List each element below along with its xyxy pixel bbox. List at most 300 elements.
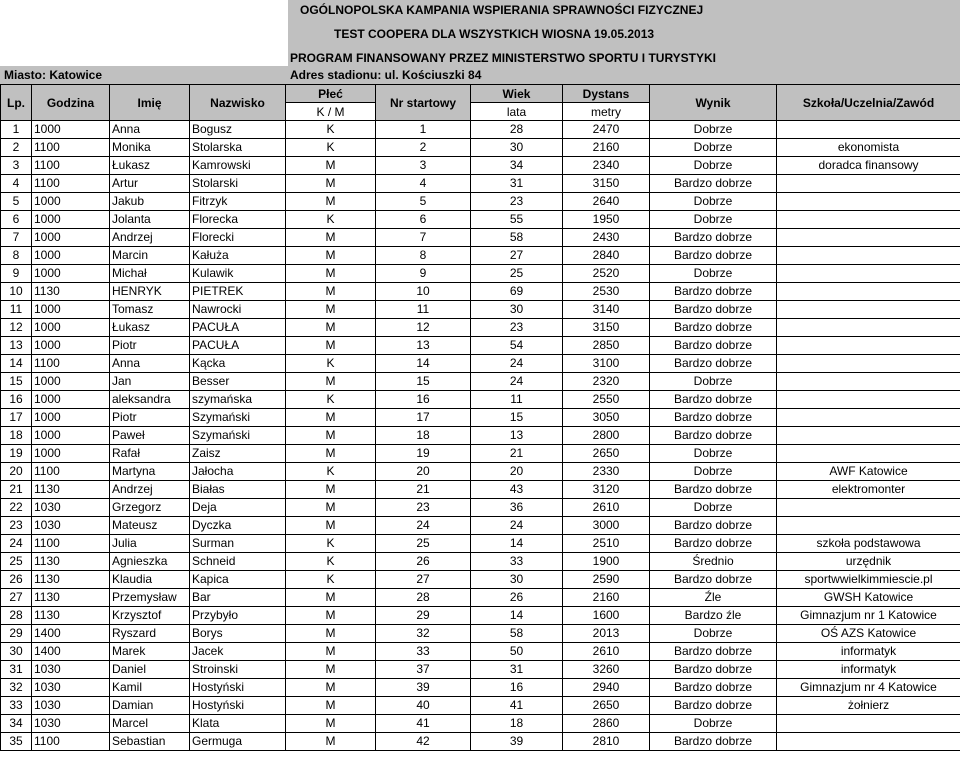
cell-last-name: Przybyło — [190, 607, 286, 625]
table-row — [1, 607, 960, 625]
cell-last-name: Dyczka — [190, 517, 286, 535]
cell-school — [777, 355, 960, 373]
cell-sex: K — [286, 535, 376, 553]
table-row — [1, 445, 960, 463]
cell-result: Bardzo dobrze — [650, 409, 777, 427]
cell-hour: 1000 — [32, 193, 110, 211]
cell-lp: 20 — [1, 463, 32, 481]
cell-result: Bardzo dobrze — [650, 319, 777, 337]
cell-start-number: 14 — [376, 355, 471, 373]
cell-hour: 1030 — [32, 499, 110, 517]
cell-start-number: 21 — [376, 481, 471, 499]
cell-school — [777, 175, 960, 193]
cell-last-name: Nawrocki — [190, 301, 286, 319]
cell-school: OŚ AZS Katowice — [777, 625, 960, 643]
cell-lp: 28 — [1, 607, 32, 625]
cell-start-number: 1 — [376, 121, 471, 139]
cell-hour: 1130 — [32, 481, 110, 499]
cell-school — [777, 391, 960, 409]
cell-last-name: Kamrowski — [190, 157, 286, 175]
cell-first-name: Sebastian — [110, 733, 190, 751]
col-hour: Godzina — [32, 85, 110, 121]
cell-last-name: Kącka — [190, 355, 286, 373]
cell-start-number: 2 — [376, 139, 471, 157]
cell-result: Bardzo dobrze — [650, 283, 777, 301]
cell-distance: 1900 — [563, 553, 650, 571]
cell-start-number: 5 — [376, 193, 471, 211]
cell-last-name: Besser — [190, 373, 286, 391]
cell-first-name: Tomasz — [110, 301, 190, 319]
cell-distance: 2530 — [563, 283, 650, 301]
cell-sex: M — [286, 499, 376, 517]
cell-start-number: 15 — [376, 373, 471, 391]
cell-first-name: Artur — [110, 175, 190, 193]
campaign-title: OGÓLNOPOLSKA KAMPANIA WSPIERANIA SPRAWNOŚCI FIZYCZNEJ — [300, 3, 704, 17]
cell-distance: 2640 — [563, 193, 650, 211]
cell-age: 15 — [471, 409, 563, 427]
cell-age: 30 — [471, 139, 563, 157]
cell-school: doradca finansowy — [777, 157, 960, 175]
cell-hour: 1400 — [32, 625, 110, 643]
cell-distance: 2590 — [563, 571, 650, 589]
cell-result: Bardzo dobrze — [650, 679, 777, 697]
cell-lp: 11 — [1, 301, 32, 319]
cell-last-name: szymańska — [190, 391, 286, 409]
cell-lp: 33 — [1, 697, 32, 715]
cell-lp: 17 — [1, 409, 32, 427]
cell-distance: 2800 — [563, 427, 650, 445]
cell-age: 54 — [471, 337, 563, 355]
cell-result: Bardzo dobrze — [650, 247, 777, 265]
cell-first-name: Michał — [110, 265, 190, 283]
cell-hour: 1030 — [32, 715, 110, 733]
cell-hour: 1000 — [32, 319, 110, 337]
cell-first-name: Jakub — [110, 193, 190, 211]
cell-start-number: 20 — [376, 463, 471, 481]
cell-hour: 1100 — [32, 157, 110, 175]
cell-age: 43 — [471, 481, 563, 499]
cell-distance: 2340 — [563, 157, 650, 175]
cell-age: 25 — [471, 265, 563, 283]
cell-age: 13 — [471, 427, 563, 445]
cell-age: 16 — [471, 679, 563, 697]
cell-hour: 1030 — [32, 697, 110, 715]
cell-distance: 3120 — [563, 481, 650, 499]
cell-distance: 2320 — [563, 373, 650, 391]
col-first-name: Imię — [110, 85, 190, 121]
cell-age: 33 — [471, 553, 563, 571]
cell-start-number: 10 — [376, 283, 471, 301]
cell-hour: 1000 — [32, 211, 110, 229]
col-sex-unit: K / M — [286, 103, 376, 121]
cell-last-name: Szymański — [190, 409, 286, 427]
cell-result: Średnio — [650, 553, 777, 571]
cell-start-number: 9 — [376, 265, 471, 283]
cell-distance: 2610 — [563, 643, 650, 661]
cell-age: 23 — [471, 319, 563, 337]
table-row — [1, 139, 960, 157]
table-row — [1, 625, 960, 643]
cell-start-number: 13 — [376, 337, 471, 355]
cell-age: 69 — [471, 283, 563, 301]
cell-first-name: Anna — [110, 121, 190, 139]
cell-school — [777, 337, 960, 355]
cell-hour: 1000 — [32, 121, 110, 139]
cell-first-name: Ryszard — [110, 625, 190, 643]
cell-sex: M — [286, 625, 376, 643]
cell-start-number: 23 — [376, 499, 471, 517]
cell-sex: M — [286, 481, 376, 499]
col-start-number: Nr startowy — [376, 85, 471, 121]
cell-sex: M — [286, 445, 376, 463]
cell-lp: 7 — [1, 229, 32, 247]
cell-start-number: 19 — [376, 445, 471, 463]
cell-sex: M — [286, 697, 376, 715]
cell-distance: 2550 — [563, 391, 650, 409]
cell-sex: M — [286, 283, 376, 301]
cell-lp: 3 — [1, 157, 32, 175]
cell-distance: 3150 — [563, 175, 650, 193]
cell-distance: 1600 — [563, 607, 650, 625]
table-row — [1, 409, 960, 427]
cell-sex: K — [286, 139, 376, 157]
table-row — [1, 463, 960, 481]
cell-first-name: Grzegorz — [110, 499, 190, 517]
cell-first-name: Martyna — [110, 463, 190, 481]
table-row — [1, 427, 960, 445]
table-row — [1, 337, 960, 355]
col-age-unit: lata — [471, 103, 563, 121]
col-school: Szkoła/Uczelnia/Zawód — [777, 85, 960, 121]
table-row — [1, 679, 960, 697]
cell-distance: 2840 — [563, 247, 650, 265]
cell-lp: 15 — [1, 373, 32, 391]
cell-sex: K — [286, 211, 376, 229]
cell-last-name: Florecka — [190, 211, 286, 229]
cell-start-number: 11 — [376, 301, 471, 319]
cell-first-name: Anna — [110, 355, 190, 373]
table-row — [1, 733, 960, 751]
cell-lp: 22 — [1, 499, 32, 517]
cell-result: Źle — [650, 589, 777, 607]
cell-hour: 1400 — [32, 643, 110, 661]
cell-last-name: Deja — [190, 499, 286, 517]
cell-first-name: Jolanta — [110, 211, 190, 229]
cell-distance: 3260 — [563, 661, 650, 679]
cell-first-name: aleksandra — [110, 391, 190, 409]
table-row — [1, 211, 960, 229]
cell-school — [777, 427, 960, 445]
cell-age: 26 — [471, 589, 563, 607]
col-sex: Płeć — [286, 85, 376, 103]
cell-school — [777, 121, 960, 139]
cell-sex: M — [286, 661, 376, 679]
table-row — [1, 373, 960, 391]
cell-distance: 3050 — [563, 409, 650, 427]
cell-lp: 16 — [1, 391, 32, 409]
cell-hour: 1100 — [32, 463, 110, 481]
cell-sex: M — [286, 265, 376, 283]
cell-school — [777, 715, 960, 733]
cell-last-name: Kałuża — [190, 247, 286, 265]
cell-lp: 35 — [1, 733, 32, 751]
cell-start-number: 25 — [376, 535, 471, 553]
col-distance-unit: metry — [563, 103, 650, 121]
cell-school — [777, 211, 960, 229]
cell-hour: 1130 — [32, 283, 110, 301]
cell-first-name: Klaudia — [110, 571, 190, 589]
cell-start-number: 40 — [376, 697, 471, 715]
cell-last-name: Borys — [190, 625, 286, 643]
cell-age: 55 — [471, 211, 563, 229]
cell-start-number: 29 — [376, 607, 471, 625]
cell-hour: 1000 — [32, 409, 110, 427]
cell-start-number: 12 — [376, 319, 471, 337]
table-row — [1, 589, 960, 607]
table-row — [1, 499, 960, 517]
cell-school: ekonomista — [777, 139, 960, 157]
cell-distance: 2850 — [563, 337, 650, 355]
cell-result: Dobrze — [650, 715, 777, 733]
cell-result: Dobrze — [650, 445, 777, 463]
cell-first-name: Łukasz — [110, 319, 190, 337]
col-result: Wynik — [650, 85, 777, 121]
cell-result: Dobrze — [650, 265, 777, 283]
cell-sex: M — [286, 373, 376, 391]
cell-start-number: 41 — [376, 715, 471, 733]
cell-sex: M — [286, 193, 376, 211]
results-table — [0, 84, 960, 751]
table-row — [1, 697, 960, 715]
cell-lp: 14 — [1, 355, 32, 373]
cell-last-name: Bogusz — [190, 121, 286, 139]
col-lp: Lp. — [1, 85, 32, 121]
cell-result: Dobrze — [650, 373, 777, 391]
cell-lp: 13 — [1, 337, 32, 355]
cell-hour: 1130 — [32, 571, 110, 589]
cell-result: Bardzo dobrze — [650, 697, 777, 715]
cell-start-number: 32 — [376, 625, 471, 643]
cell-school — [777, 247, 960, 265]
cell-last-name: Jacek — [190, 643, 286, 661]
cell-hour: 1000 — [32, 391, 110, 409]
test-title: TEST COOPERA DLA WSZYSTKICH WIOSNA 19.05.2013 — [334, 27, 655, 41]
table-row — [1, 661, 960, 679]
cell-start-number: 37 — [376, 661, 471, 679]
cell-school — [777, 229, 960, 247]
cell-sex: K — [286, 121, 376, 139]
cell-result: Dobrze — [650, 625, 777, 643]
col-distance: Dystans — [563, 85, 650, 103]
cell-last-name: Jałocha — [190, 463, 286, 481]
cell-result: Bardzo dobrze — [650, 355, 777, 373]
cell-sex: K — [286, 391, 376, 409]
cell-last-name: Kapica — [190, 571, 286, 589]
cell-lp: 23 — [1, 517, 32, 535]
cell-hour: 1100 — [32, 733, 110, 751]
cell-first-name: Paweł — [110, 427, 190, 445]
cell-first-name: Krzysztof — [110, 607, 190, 625]
cell-age: 34 — [471, 157, 563, 175]
cell-school — [777, 319, 960, 337]
cell-result: Dobrze — [650, 211, 777, 229]
cell-result: Bardzo dobrze — [650, 391, 777, 409]
stadium-address: Adres stadionu: ul. Kościuszki 84 — [290, 68, 482, 82]
cell-result: Bardzo dobrze — [650, 733, 777, 751]
cell-first-name: HENRYK — [110, 283, 190, 301]
table-row — [1, 391, 960, 409]
cell-hour: 1130 — [32, 589, 110, 607]
cell-first-name: Andrzej — [110, 229, 190, 247]
cell-hour: 1000 — [32, 247, 110, 265]
cell-age: 24 — [471, 355, 563, 373]
cell-last-name: PACUŁA — [190, 319, 286, 337]
cell-result: Bardzo dobrze — [650, 427, 777, 445]
cell-result: Bardzo dobrze — [650, 301, 777, 319]
cell-age: 30 — [471, 571, 563, 589]
cell-age: 41 — [471, 697, 563, 715]
cell-lp: 4 — [1, 175, 32, 193]
cell-school — [777, 193, 960, 211]
cell-lp: 24 — [1, 535, 32, 553]
cell-school — [777, 499, 960, 517]
table-row — [1, 355, 960, 373]
cell-first-name: Marek — [110, 643, 190, 661]
table-row — [1, 247, 960, 265]
cell-school: informatyk — [777, 643, 960, 661]
cell-sex: K — [286, 463, 376, 481]
cell-age: 58 — [471, 625, 563, 643]
cell-sex: M — [286, 679, 376, 697]
cell-hour: 1030 — [32, 679, 110, 697]
cell-lp: 1 — [1, 121, 32, 139]
cell-hour: 1000 — [32, 265, 110, 283]
cell-age: 39 — [471, 733, 563, 751]
cell-school — [777, 445, 960, 463]
cell-last-name: Germuga — [190, 733, 286, 751]
cell-last-name: Surman — [190, 535, 286, 553]
cell-sex: M — [286, 301, 376, 319]
cell-lp: 9 — [1, 265, 32, 283]
cell-last-name: Schneid — [190, 553, 286, 571]
cell-school: sportwwielkimmiescie.pl — [777, 571, 960, 589]
table-row — [1, 229, 960, 247]
cell-distance: 3140 — [563, 301, 650, 319]
table-row — [1, 715, 960, 733]
col-last-name: Nazwisko — [190, 85, 286, 121]
cell-distance: 2160 — [563, 139, 650, 157]
table-row — [1, 193, 960, 211]
cell-first-name: Daniel — [110, 661, 190, 679]
cell-school: elektromonter — [777, 481, 960, 499]
cell-school — [777, 283, 960, 301]
cell-first-name: Monika — [110, 139, 190, 157]
cell-last-name: Florecki — [190, 229, 286, 247]
cell-first-name: Jan — [110, 373, 190, 391]
cell-sex: K — [286, 355, 376, 373]
cell-sex: M — [286, 157, 376, 175]
city-label: Miasto: Katowice — [4, 68, 103, 82]
cell-school: informatyk — [777, 661, 960, 679]
cell-start-number: 3 — [376, 157, 471, 175]
cell-first-name: Agnieszka — [110, 553, 190, 571]
header-row — [1, 85, 960, 103]
cell-last-name: Bar — [190, 589, 286, 607]
cell-school: Gimnazjum nr 4 Katowice — [777, 679, 960, 697]
cell-distance: 3100 — [563, 355, 650, 373]
cell-start-number: 24 — [376, 517, 471, 535]
cell-hour: 1030 — [32, 661, 110, 679]
cell-hour: 1000 — [32, 445, 110, 463]
cell-hour: 1000 — [32, 427, 110, 445]
cell-hour: 1130 — [32, 607, 110, 625]
cell-lp: 30 — [1, 643, 32, 661]
cell-sex: M — [286, 589, 376, 607]
cell-hour: 1030 — [32, 517, 110, 535]
cell-age: 36 — [471, 499, 563, 517]
cell-lp: 12 — [1, 319, 32, 337]
cell-sex: M — [286, 733, 376, 751]
cell-age: 24 — [471, 517, 563, 535]
cell-last-name: Hostyński — [190, 697, 286, 715]
cell-sex: M — [286, 319, 376, 337]
cell-school — [777, 301, 960, 319]
cell-first-name: Andrzej — [110, 481, 190, 499]
cell-distance: 2013 — [563, 625, 650, 643]
cell-start-number: 16 — [376, 391, 471, 409]
table-row — [1, 553, 960, 571]
table-row — [1, 175, 960, 193]
cell-result: Dobrze — [650, 193, 777, 211]
cell-distance: 2810 — [563, 733, 650, 751]
cell-lp: 5 — [1, 193, 32, 211]
cell-age: 24 — [471, 373, 563, 391]
cell-result: Bardzo dobrze — [650, 175, 777, 193]
cell-start-number: 39 — [376, 679, 471, 697]
cell-lp: 31 — [1, 661, 32, 679]
cell-last-name: Szymański — [190, 427, 286, 445]
cell-age: 28 — [471, 121, 563, 139]
cell-lp: 26 — [1, 571, 32, 589]
cell-sex: M — [286, 175, 376, 193]
cell-distance: 2610 — [563, 499, 650, 517]
funding-note: PROGRAM FINANSOWANY PRZEZ MINISTERSTWO SPORTU I TURYSTYKI — [290, 51, 717, 65]
cell-result: Bardzo dobrze — [650, 535, 777, 553]
cell-school: AWF Katowice — [777, 463, 960, 481]
cell-start-number: 17 — [376, 409, 471, 427]
table-row — [1, 157, 960, 175]
cell-result: Bardzo dobrze — [650, 661, 777, 679]
table-row — [1, 283, 960, 301]
cell-distance: 2470 — [563, 121, 650, 139]
cell-distance: 2330 — [563, 463, 650, 481]
cell-school — [777, 265, 960, 283]
cell-start-number: 4 — [376, 175, 471, 193]
cell-sex: M — [286, 427, 376, 445]
cell-sex: K — [286, 571, 376, 589]
cell-distance: 3150 — [563, 319, 650, 337]
cell-distance: 2650 — [563, 445, 650, 463]
col-age: Wiek — [471, 85, 563, 103]
cell-sex: M — [286, 607, 376, 625]
cell-age: 31 — [471, 661, 563, 679]
cell-sex: M — [286, 409, 376, 427]
cell-lp: 21 — [1, 481, 32, 499]
cell-lp: 18 — [1, 427, 32, 445]
table-row — [1, 265, 960, 283]
cell-lp: 6 — [1, 211, 32, 229]
cell-result: Dobrze — [650, 463, 777, 481]
